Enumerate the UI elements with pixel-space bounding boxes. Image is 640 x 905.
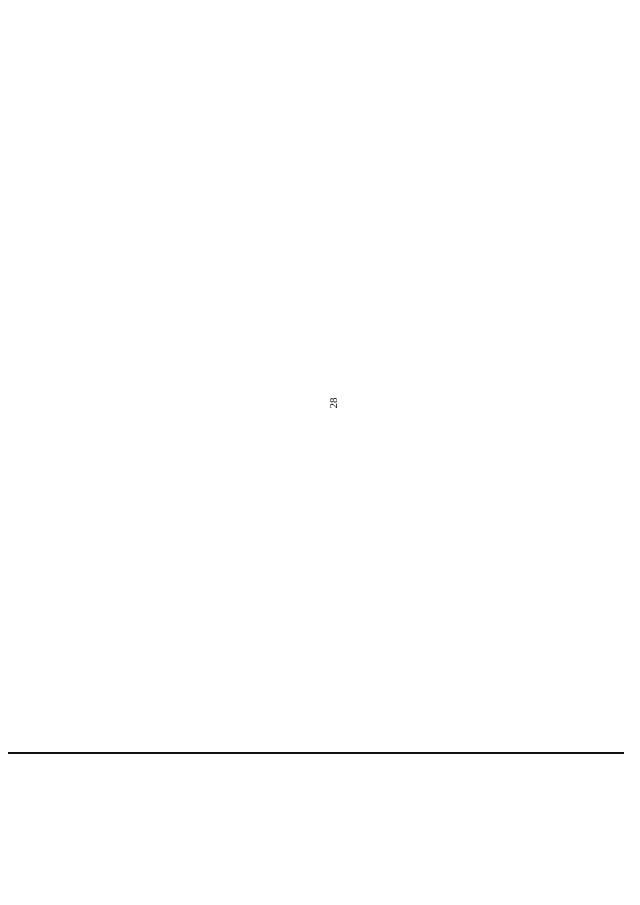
page-number: 28 bbox=[328, 397, 340, 409]
horizontal-rule bbox=[8, 752, 624, 754]
